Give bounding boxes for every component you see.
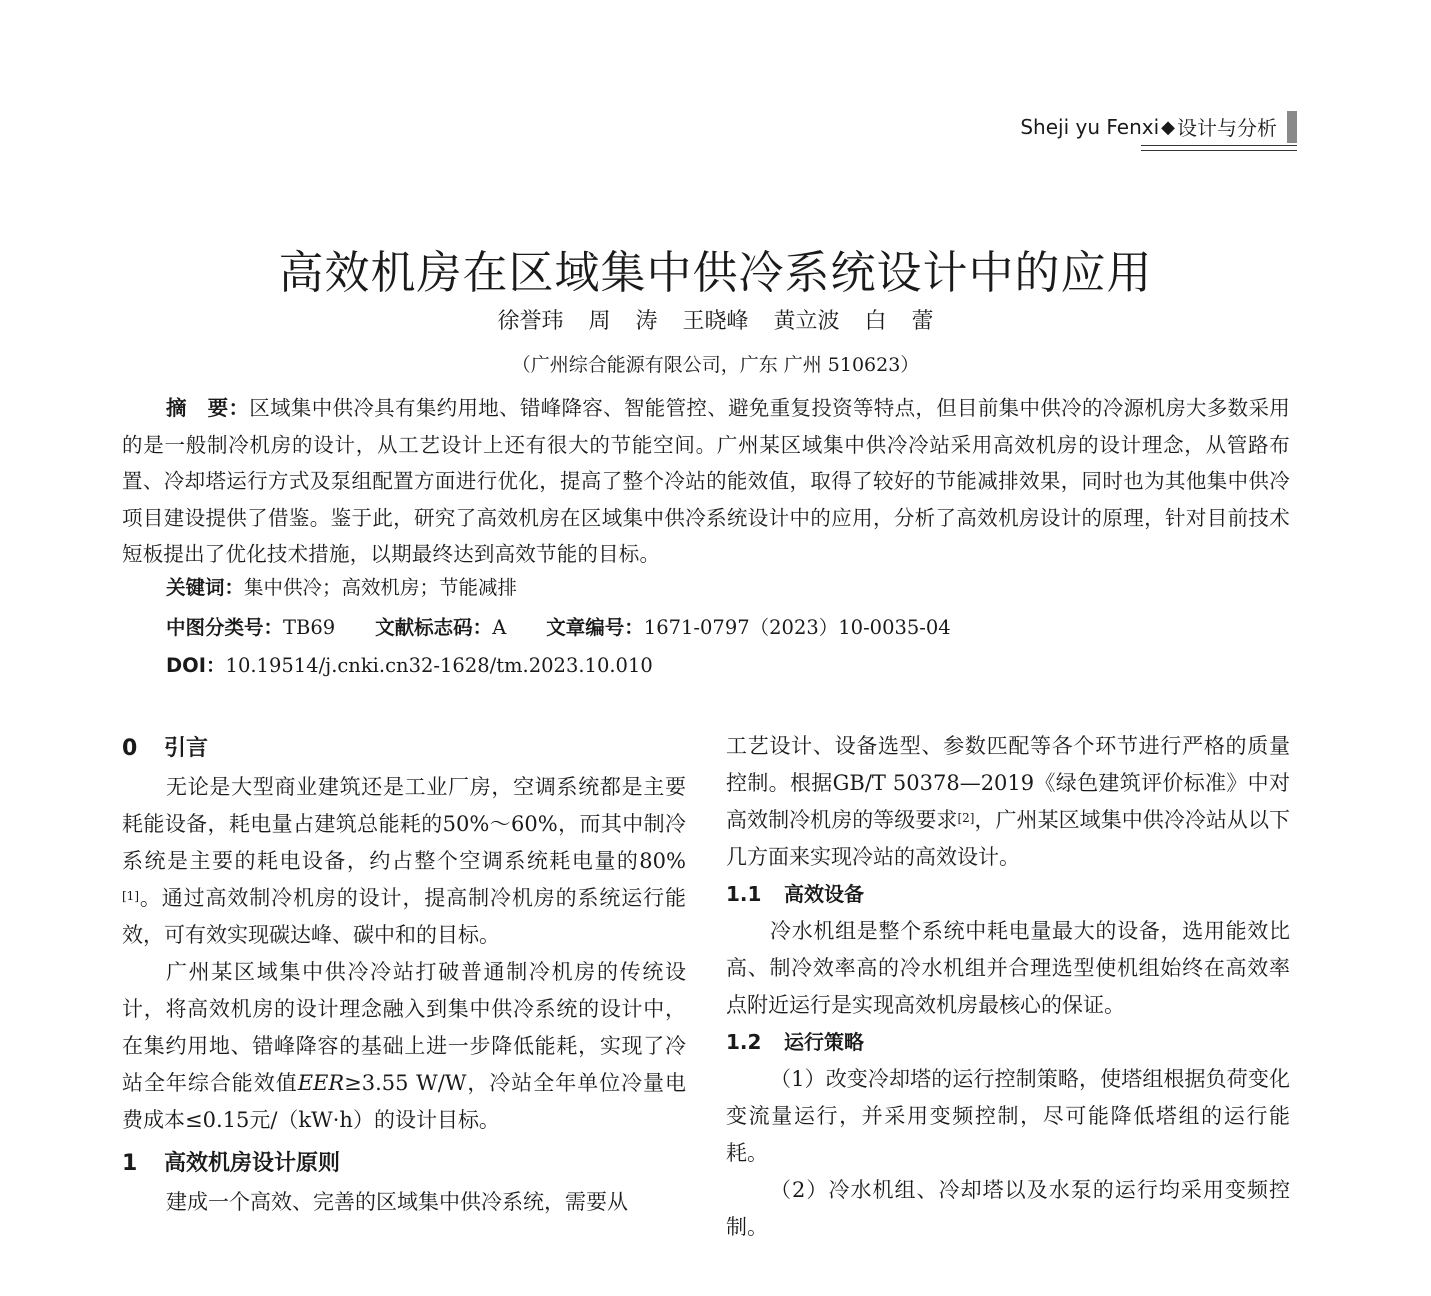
abstract-text: 区域集中供冷具有集约用地、错峰降容、智能管控、避免重复投资等特点，但目前集中供冷的冷源机房大多数采用的是一般制冷机房的设计，从工艺设计上还有很大的节能空间。广州某区域集中供冷冷站采用高效机房的设计理念，从管路布置、冷却塔运行方式及泵组配置方面进行优化，提高了整个冷站的能效值，取得了较好的节能减排效果，同时也为其他集中供冷项目建设提供了借鉴。鉴于此，研究了高效机房在区域集中供冷系统设计中的应用，分析了高效机房设计的原理，针对目前技术短板提出了优化技术措施，以期最终达到高效节能的目标。 bbox=[122, 396, 1290, 566]
doi-value: 10.19514/j.cnki.cn32-1628/tm.2023.10.010 bbox=[225, 654, 653, 677]
paragraph: （1）改变冷却塔的运行控制策略，使塔组根据负荷变化变流量运行，并采用变频控制，尽可能降低塔组的运行能耗。 bbox=[726, 1067, 1290, 1165]
paragraph: 无论是大型商业建筑还是工业厂房，空调系统都是主要耗能设备，耗电量占建筑总能耗的50%～60%，而其中制冷系统是主要的耗电设备，约占整个空调系统耗电量的80%[1]。通过高效制冷机房的设计，提高制冷机房的系统运行能效，可有效实现碳达峰、碳中和的目标。 bbox=[122, 775, 686, 947]
left-column bbox=[122, 728, 686, 1221]
diamond-icon: ◆ bbox=[1161, 116, 1175, 138]
keywords-label: 关键词： bbox=[166, 576, 245, 599]
journal-pinyin: Sheji yu Fenxi bbox=[1020, 115, 1160, 139]
paragraph: 冷水机组是整个系统中耗电量最大的设备，选用能效比高、制冷效率高的冷水机组并合理选型使机组始终在高效率点附近运行是实现高效机房最核心的保证。 bbox=[726, 919, 1290, 1017]
doi-label: DOI： bbox=[166, 654, 226, 677]
running-header bbox=[1020, 108, 1297, 146]
subsection-heading-1-1: 1.1 高效设备 bbox=[726, 882, 864, 906]
abstract-label: 摘 要： bbox=[166, 396, 250, 420]
classification bbox=[166, 612, 951, 640]
citation: [1] bbox=[122, 889, 139, 903]
affiliation: （广州综合能源有限公司，广东 广州 510623） bbox=[511, 354, 920, 376]
paragraph: 工艺设计、设备选型、参数匹配等各个环节进行严格的质量控制。根据GB/T 50378—2019《绿色建筑评价标准》中对高效制冷机房的等级要求[2]，广州某区域集中供冷冷站从以下几方面来实现冷站的高效设计。 bbox=[726, 734, 1291, 869]
header-bar-decoration bbox=[1287, 111, 1297, 143]
citation: [2] bbox=[957, 811, 975, 825]
paragraph: （2）冷水机组、冷却塔以及水泵的运行均采用变频控制。 bbox=[726, 1178, 1290, 1239]
right-column bbox=[726, 728, 1290, 1246]
paragraph: 广州某区域集中供冷冷站打破普通制冷机房的传统设计，将高效机房的设计理念融入到集中供冷系统的设计中，在集约用地、错峰降容的基础上进一步降低能耗，实现了冷站全年综合能效值EER≥3.55 W/W，冷站全年单位冷量电费成本≤0.15元/（kW·h）的设计目标。 bbox=[122, 960, 687, 1132]
section-heading-1: 1 高效机房设计原则 bbox=[122, 1151, 341, 1176]
header-rule bbox=[1141, 145, 1297, 151]
doc-code-value: A bbox=[492, 616, 507, 639]
keywords-text: 集中供冷；高效机房；节能减排 bbox=[244, 576, 518, 599]
clc-value: TB69 bbox=[283, 616, 336, 639]
authors: 徐誉玮 周 涛 王晓峰 黄立波 白 蕾 bbox=[497, 309, 934, 334]
abstract bbox=[122, 390, 1290, 573]
doc-code-label: 文献标志码： bbox=[375, 616, 493, 639]
article-id-value: 1671-0797（2023）10-0035-04 bbox=[643, 616, 951, 639]
doi bbox=[166, 650, 653, 678]
paper-title: 高效机房在区域集中供冷系统设计中的应用 bbox=[278, 246, 1153, 299]
section-name: 设计与分析 bbox=[1177, 115, 1277, 140]
subsection-heading-1-2: 1.2 运行策略 bbox=[726, 1030, 864, 1054]
section-heading-0: 0 引言 bbox=[122, 736, 209, 761]
clc-label: 中图分类号： bbox=[166, 616, 284, 639]
keywords bbox=[166, 572, 517, 600]
article-id-label: 文章编号： bbox=[546, 616, 644, 639]
paragraph: 建成一个高效、完善的区域集中供冷系统，需要从 bbox=[166, 1190, 628, 1214]
